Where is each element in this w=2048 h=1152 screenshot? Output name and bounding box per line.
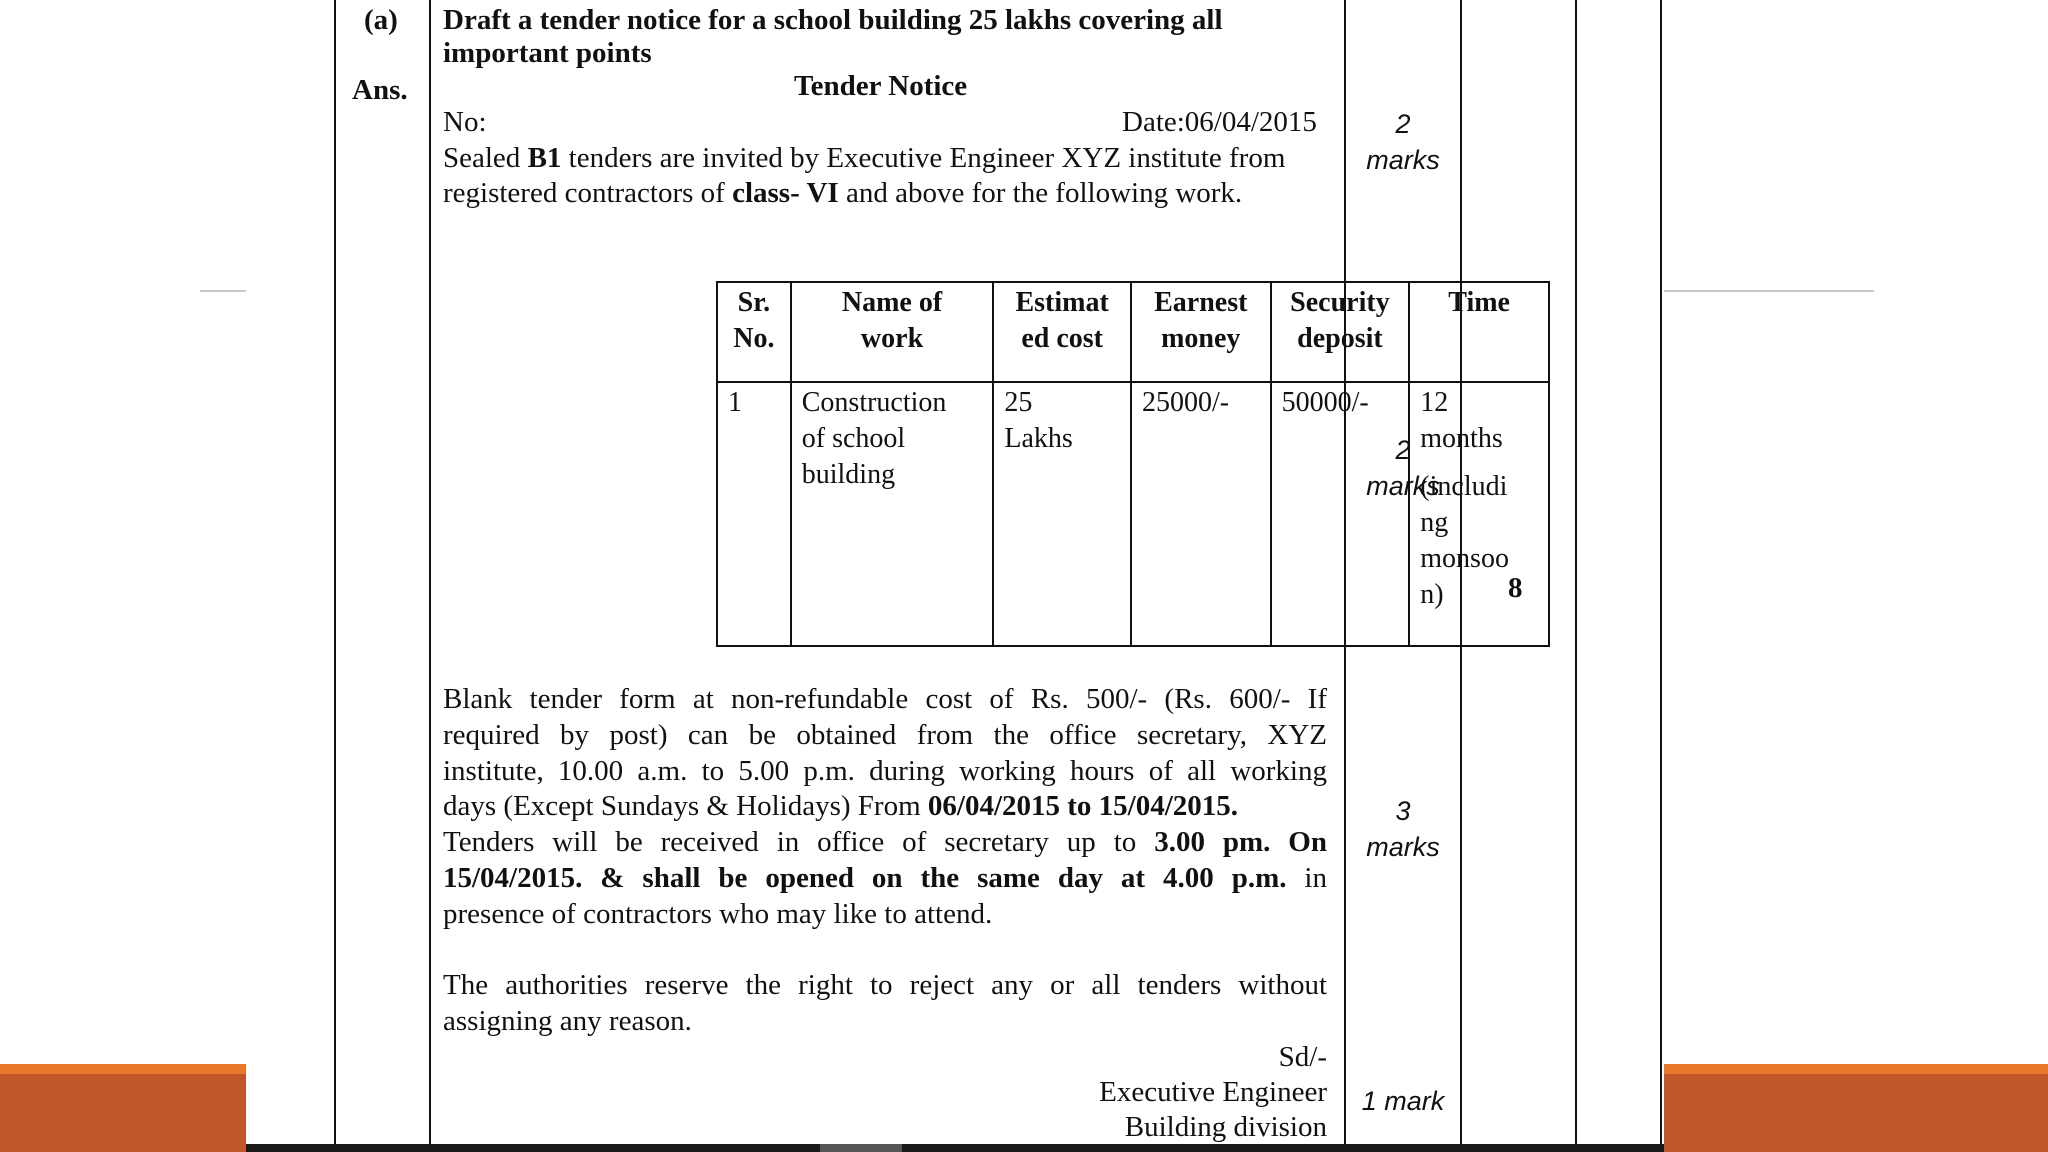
question-label: (a) <box>364 4 398 36</box>
signature-title: Executive Engineer <box>1099 1076 1327 1108</box>
column-rule <box>1660 0 1662 1144</box>
footer-band-left <box>0 1074 246 1152</box>
table-header-cell: Earnest money <box>1131 282 1271 382</box>
total-marks: 8 <box>1508 572 1523 604</box>
marks-label: 3 marks <box>1366 796 1440 862</box>
document-page <box>246 0 1664 1144</box>
question-text-line: important points <box>443 37 652 69</box>
table-header-cell: Time <box>1409 282 1549 382</box>
tender-conditions-paragraph: Blank tender form at non-refundable cost of Rs. 500/- (Rs. 600/- If required by post) can be obtained from the office secretary, XYZ institute, 10.00 a.m. to 5.00 p.m. during working hours of all working days (Except Sundays & Holidays) From 06/04/2015 to 15/04/2015. Tenders will be received in office of secretary up to 3.00 pm. On 15/04/2015. & shall be opened on the same day at 4.00 p.m. in presence of contractors who may like to attend. <box>443 683 1327 930</box>
column-rule <box>1575 0 1577 1144</box>
signature-division: Building division <box>1124 1111 1327 1143</box>
table-cell: 50000/- <box>1271 382 1410 646</box>
answer-label: Ans. <box>352 74 408 106</box>
table-header-cell: Name of work <box>791 282 994 382</box>
bottom-bar-segment <box>820 1144 902 1152</box>
notice-number: No: <box>443 106 487 138</box>
notice-intro-line: registered contractors of class- VI and above for the following work. <box>443 177 1243 209</box>
bottom-bar <box>246 1144 1664 1152</box>
footer-accent-left <box>0 1064 246 1074</box>
marks-label: 2 marks <box>1366 435 1440 501</box>
notice-intro-line: Sealed B1 tenders are invited by Executive Engineer XYZ institute from <box>443 142 1286 174</box>
table-cell: 25000/- <box>1131 382 1271 646</box>
table-header-row <box>717 282 1549 382</box>
table-header-cell: Sr. No. <box>717 282 791 382</box>
table-header-cell: Estimat ed cost <box>993 282 1131 382</box>
notice-date: Date:06/04/2015 <box>1122 106 1317 138</box>
table-cell: 1 <box>717 382 791 646</box>
column-rule <box>429 0 431 1144</box>
question-text-line: Draft a tender notice for a school building 25 lakhs covering all <box>443 4 1223 36</box>
table-row <box>717 382 1549 646</box>
footer-accent-right <box>1664 1064 2048 1074</box>
slide-divider-left <box>200 290 246 292</box>
signature-sd: Sd/- <box>1278 1041 1327 1073</box>
table-cell: Construction of school building <box>791 382 994 646</box>
footer-band-right <box>1664 1074 2048 1152</box>
marks-label: 1 mark <box>1361 1086 1445 1116</box>
slide-divider-right <box>1664 290 1874 292</box>
notice-title: Tender Notice <box>794 70 968 102</box>
column-rule <box>334 0 336 1144</box>
authority-paragraph: The authorities reserve the right to reject any or all tenders without assigning any reason. <box>443 969 1327 1037</box>
table-header-cell: Security deposit <box>1271 282 1410 382</box>
table-cell: 25 Lakhs <box>993 382 1131 646</box>
table-cell: 12 months (includi ng monsoo n) <box>1409 382 1549 646</box>
marks-label: 2 marks <box>1366 109 1440 175</box>
